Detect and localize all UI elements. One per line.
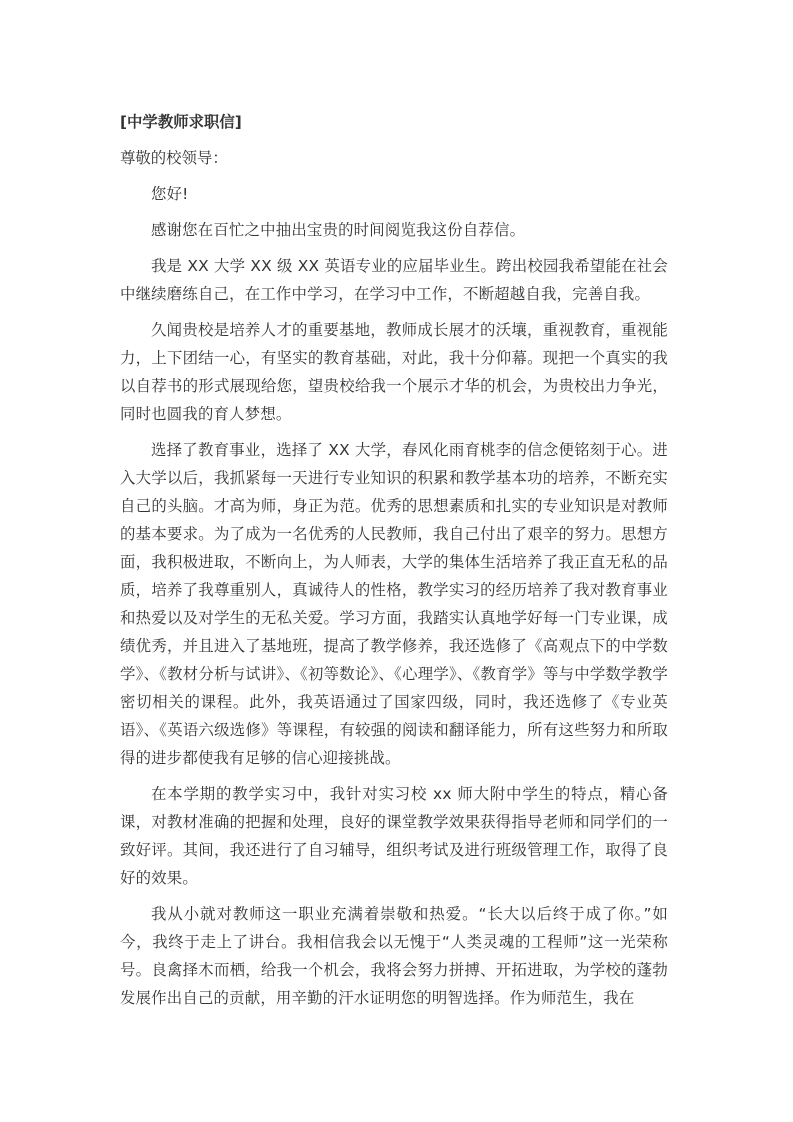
salutation: 尊敬的校领导： bbox=[120, 149, 228, 167]
paragraph-teaching-practice: 在本学期的教学实习中，我针对实习校 xx 师大附中学生的特点，精心备课，对教材准确的把握和处理，良好的课堂教学效果获得指导老师和同学们的一致好评。其间，我还进行了自习辅导，组织考试及进行班级管理工作，取得了良好的效果。 bbox=[120, 785, 668, 887]
paragraph-education-background: 选择了教育事业，选择了 XX 大学，春风化雨育桃李的信念便铭刻于心。进入大学以后，我抓紧每一天进行专业知识的积累和教学基本功的培养，不断充实自己的头脑。才高为师，身正为范。优秀的思想素质和扎实的专业知识是对教师的基本要求。为了成为一名优秀的人民教师，我自己付出了艰辛的努力。思想方面，我积极进取，不断向上，为人师表，大学的集体生活培养了我正直无私的品质，培养了我尊重别人，真诚待人的性格，教学实习的经历培养了我对教育事业和热爱以及对学生的无私关爱。学习方面，我踏实认真地学好每一门专业课，成绩优秀，并且进入了基地班，提高了教学修养，我还选修了《高观点下的中学数学》、《教材分析与试讲》、《初等数论》、《心理学》、《教育学》等与中学数学教学密切相关的课程。此外，我英语通过了国家四级，同时，我还选修了《专业英语》、《英语六级选修》等课程，有较强的阅读和翻译能力，所有这些努力和所取得的进步都使我有足够的信心迎接挑战。 bbox=[120, 441, 668, 767]
paragraph-thanks: 感谢您在百忙之中抽出宝贵的时间阅览我这份自荐信。 bbox=[151, 221, 526, 239]
paragraph-aspiration: 我从小就对教师这一职业充满着崇敬和热爱。“长大以后终于成了你。”如今，我终于走上了讲台。我相信我会以无愧于“人类灵魂的工程师”这一光荣称号。良禽择木而栖，给我一个机会，我将会努力拼搏、开拓进取，为学校的蓬勃发展作出自己的贡献，用辛勤的汗水证明您的明智选择。作为师范生，我在 bbox=[120, 905, 668, 1007]
paragraph-greeting: 您好! bbox=[151, 185, 189, 203]
paragraph-introduction: 我是 XX 大学 XX 级 XX 英语专业的应届毕业生。跨出校园我希望能在社会中继续磨练自己，在工作中学习，在学习中工作，不断超越自我，完善自我。 bbox=[120, 257, 668, 303]
paragraph-school-admiration: 久闻贵校是培养人才的重要基地，教师成长展才的沃壤，重视教育，重视能力，上下团结一心，有坚实的教育基础，对此，我十分仰幕。现把一个真实的我以自荐书的形式展现给您，望贵校给我一个展示才华的机会，为贵校出力争光，同时也圆我的育人梦想。 bbox=[120, 321, 668, 423]
letter-page bbox=[120, 108, 668, 1012]
letter-title: [中学教师求职信] bbox=[120, 113, 242, 131]
